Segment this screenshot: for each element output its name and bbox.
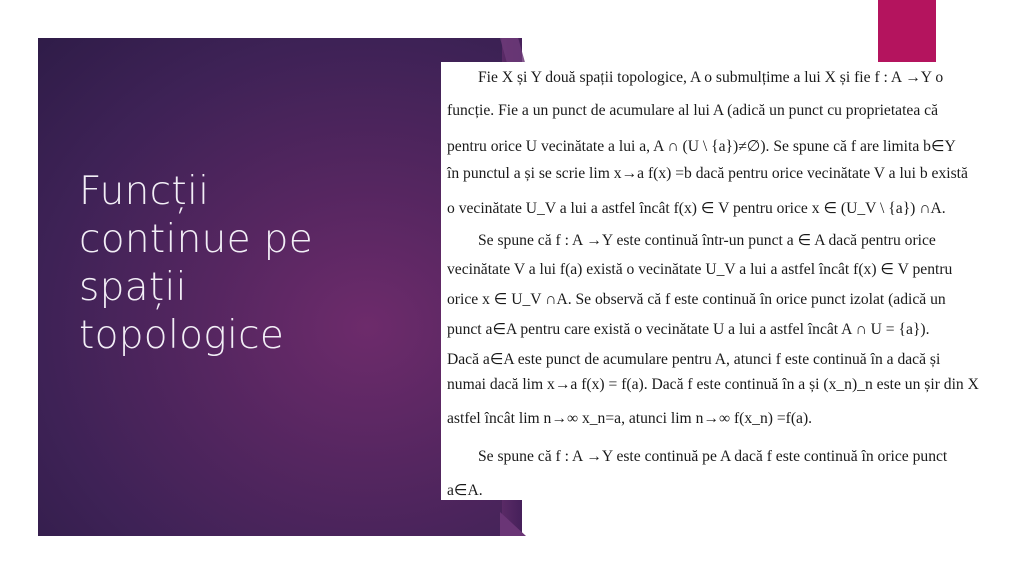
text-line: orice x ∈ U_V ∩A. Se observă că f este continuă în orice punct izolat (adică un <box>447 291 946 308</box>
text-line: în punctul a și se scrie lim x→a f(x) =b dacă pentru orice vecinătate V a lui b există <box>447 165 968 182</box>
text-line: vecinătate V a lui f(a) există o vecinătate U_V a lui a astfel încât f(x) ∈ V pentru <box>447 261 953 278</box>
text-line: pentru orice U vecinătate a lui a, A ∩ (U \ {a})≠∅). Se spune că f are limita b∈Y <box>447 138 956 155</box>
text-line: funcție. Fie a un punct de acumulare al lui A (adică un punct cu proprietatea că <box>447 102 939 119</box>
text-line: numai dacă lim x→a f(x) = f(a). Dacă f este continuă în a și (x_n)_n este un șir din X <box>447 376 979 393</box>
text-line: Se spune că f : A →Y este continuă pe A dacă f este continuă în orice punct <box>478 448 948 465</box>
pink-accent-block <box>878 0 936 62</box>
text-line: o vecinătate U_V a lui a astfel încât f(x) ∈ V pentru orice x ∈ (U_V \ {a}) ∩A. <box>447 200 946 217</box>
theorem-text-box <box>441 62 1024 500</box>
text-line: astfel încât lim n→∞ x_n=a, atunci lim n→∞ f(x_n) =f(a). <box>447 410 813 427</box>
text-line: Fie X și Y două spații topologice, A o submulțime a lui X și fie f : A →Y o <box>478 69 944 86</box>
slide-title: Funcții continue pe spații topologice <box>79 169 314 358</box>
text-line: Se spune că f : A →Y este continuă într-un punct a ∈ A dacă pentru orice <box>478 232 936 249</box>
text-line: a∈A. <box>447 482 483 499</box>
text-line: punct a∈A pentru care există o vecinătate U a lui a astfel încât A ∩ U = {a}). <box>447 321 930 338</box>
text-line: Dacă a∈A este punct de acumulare pentru A, atunci f este continuă în a dacă și <box>447 351 941 368</box>
